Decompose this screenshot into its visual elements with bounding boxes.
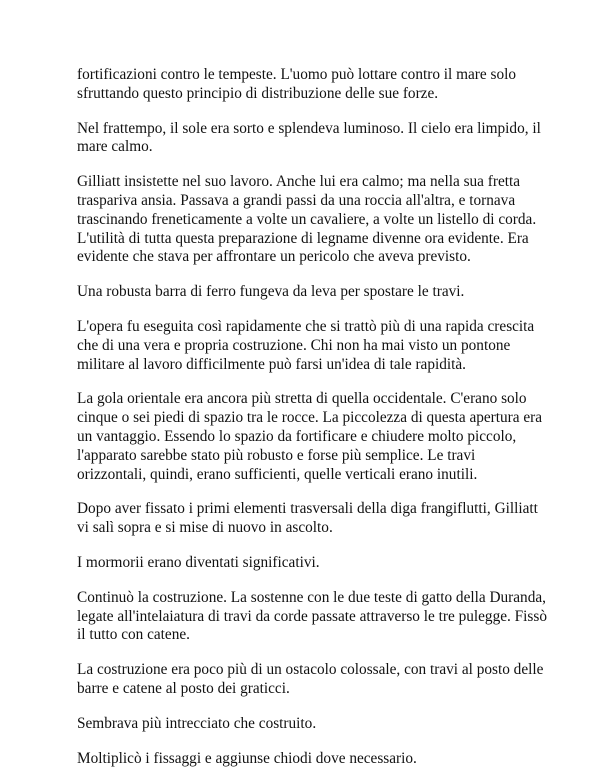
paragraph-7: Dopo aver fissato i primi elementi trasversali della diga frangiflutti, Gilliatt vi salì sopra e si mise di nuovo in ascolto. xyxy=(77,500,538,537)
paragraph-1: fortificazioni contro le tempeste. L'uomo può lottare contro il mare solo sfruttando questo principio di distribuzione delle sue forze. xyxy=(77,66,517,102)
paragraph-8: I mormorii erano diventati significativi. xyxy=(77,553,320,571)
paragraph-5: L'opera fu eseguita così rapidamente che si trattò più di una rapida crescita che di una vera e propria costruzione. Chi non ha mai visto un pontone militare al lavoro difficilmente può farsi un'idea di tale rapidità. xyxy=(77,317,535,373)
paragraph-6: La gola orientale era ancora più stretta di quella occidentale. C'erano solo cinque o sei piedi di spazio tra le rocce. La piccolezza di questa apertura era un vantaggio. Essendo lo spazio da fortificare e chiudere molto piccolo, l'apparato sarebbe stato più robusto e forse più semplice. Le travi orizzontali, quindi, erano sufficienti, quelle verticali erano inutili. xyxy=(77,390,543,483)
paragraph-10: La costruzione era poco più di un ostacolo colossale, con travi al posto delle barre e catene al posto dei graticci. xyxy=(77,661,544,697)
paragraph-2: Nel frattempo, il sole era sorto e splendeva luminoso. Il cielo era limpido, il mare calmo. xyxy=(77,119,541,156)
paragraph-4: Una robusta barra di ferro fungeva da leva per spostare le travi. xyxy=(77,283,465,301)
paragraph-11: Sembrava più intrecciato che costruito. xyxy=(77,714,317,732)
paragraph-12: Moltiplicò i fissaggi e aggiunse chiodi dove necessario. xyxy=(77,749,417,767)
paragraph-9: Continuò la costruzione. La sostenne con le due teste di gatto della Duranda, legate all'intelaiatura di travi da corde passate attraverso le tre pulegge. Fissò il tutto con catene. xyxy=(77,588,547,644)
document-page xyxy=(77,66,547,784)
paragraph-3: Gilliatt insistette nel suo lavoro. Anche lui era calmo; ma nella sua fretta traspariva ansia. Passava a grandi passi da una roccia all'altra, e tornava trascinando freneticamente a volte un cavaliere, a volte un listello di corda. L'utilità di tutta questa preparazione di legname divenne ora evidente. Era evidente che stava per affrontare un pericolo che aveva previsto. xyxy=(77,173,537,266)
